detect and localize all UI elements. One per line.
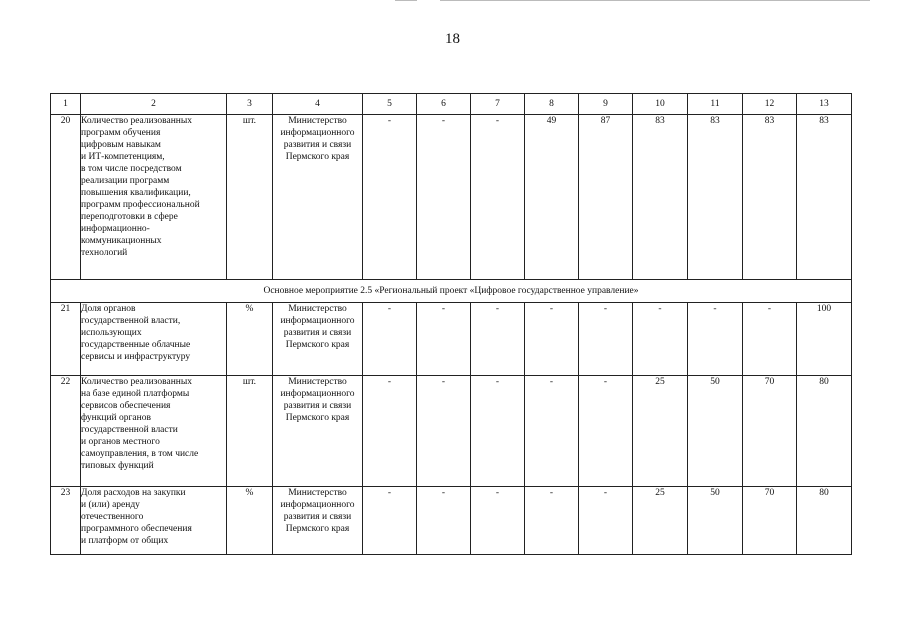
column-header: 6 (417, 94, 471, 115)
column-header: 7 (471, 94, 525, 115)
value-cell: - (417, 487, 471, 555)
value-cell: - (363, 115, 417, 280)
value-cell: 80 (797, 376, 852, 487)
table-row (51, 487, 852, 555)
value-cell: 83 (743, 115, 797, 280)
column-header: 12 (743, 94, 797, 115)
value-cell: - (579, 303, 633, 376)
value-cell: - (471, 303, 525, 376)
unit-cell: шт. (227, 376, 273, 487)
value-cell: - (363, 303, 417, 376)
value-cell: - (633, 303, 688, 376)
column-header: 5 (363, 94, 417, 115)
section-row (51, 280, 852, 303)
value-cell: - (417, 303, 471, 376)
row-number: 22 (51, 376, 81, 487)
value-cell: - (471, 487, 525, 555)
top-edge-rule (440, 0, 870, 1)
unit-cell: шт. (227, 115, 273, 280)
value-cell: 83 (797, 115, 852, 280)
column-header: 2 (81, 94, 227, 115)
indicator-name: Доля расходов на закупки и (или) аренду отечественного программного обеспечения и платформ от общих (81, 487, 227, 555)
top-edge-rule (395, 0, 417, 1)
section-title: Основное мероприятие 2.5 «Региональный проект «Цифровое государственное управление» (51, 280, 852, 303)
value-cell: - (363, 487, 417, 555)
table-row (51, 303, 852, 376)
value-cell: - (579, 376, 633, 487)
table-header-row (51, 94, 852, 115)
value-cell: - (471, 376, 525, 487)
value-cell: 50 (688, 376, 743, 487)
value-cell: 83 (688, 115, 743, 280)
value-cell: 25 (633, 487, 688, 555)
unit-cell: % (227, 303, 273, 376)
table-row (51, 376, 852, 487)
value-cell: - (417, 376, 471, 487)
value-cell: 49 (525, 115, 579, 280)
value-cell: 100 (797, 303, 852, 376)
page-number: 18 (445, 31, 460, 47)
column-header: 1 (51, 94, 81, 115)
column-header: 4 (273, 94, 363, 115)
value-cell: - (417, 115, 471, 280)
value-cell: - (525, 487, 579, 555)
responsible-org: Министерство информационного развития и связи Пермского края (273, 376, 363, 487)
value-cell: - (471, 115, 525, 280)
value-cell: - (363, 376, 417, 487)
column-header: 13 (797, 94, 852, 115)
value-cell: - (743, 303, 797, 376)
value-cell: - (579, 487, 633, 555)
responsible-org: Министерство информационного развития и связи Пермского края (273, 303, 363, 376)
value-cell: 25 (633, 376, 688, 487)
responsible-org: Министерство информационного развития и связи Пермского края (273, 115, 363, 280)
indicators-table (50, 93, 852, 555)
value-cell: - (525, 376, 579, 487)
column-header: 11 (688, 94, 743, 115)
table-row (51, 115, 852, 280)
row-number: 20 (51, 115, 81, 280)
unit-cell: % (227, 487, 273, 555)
indicator-name: Доля органов государственной власти, использующих государственные облачные сервисы и инфраструктуру (81, 303, 227, 376)
column-header: 3 (227, 94, 273, 115)
column-header: 9 (579, 94, 633, 115)
value-cell: 80 (797, 487, 852, 555)
value-cell: 87 (579, 115, 633, 280)
value-cell: 70 (743, 376, 797, 487)
value-cell: 70 (743, 487, 797, 555)
row-number: 21 (51, 303, 81, 376)
column-header: 10 (633, 94, 688, 115)
indicator-name: Количество реализованных на базе единой платформы сервисов обеспечения функций органов государственной власти и органов местного самоуправления, в том числе типовых функций (81, 376, 227, 487)
responsible-org: Министерство информационного развития и связи Пермского края (273, 487, 363, 555)
value-cell: 50 (688, 487, 743, 555)
value-cell: - (688, 303, 743, 376)
value-cell: 83 (633, 115, 688, 280)
indicator-name: Количество реализованных программ обучения цифровым навыкам и ИТ-компетенциям, в том числе посредством реализации программ повышения квалификации, программ профессиональной переподготовки в сфере информационно- коммуникационных технологий (81, 115, 227, 280)
value-cell: - (525, 303, 579, 376)
row-number: 23 (51, 487, 81, 555)
column-header: 8 (525, 94, 579, 115)
